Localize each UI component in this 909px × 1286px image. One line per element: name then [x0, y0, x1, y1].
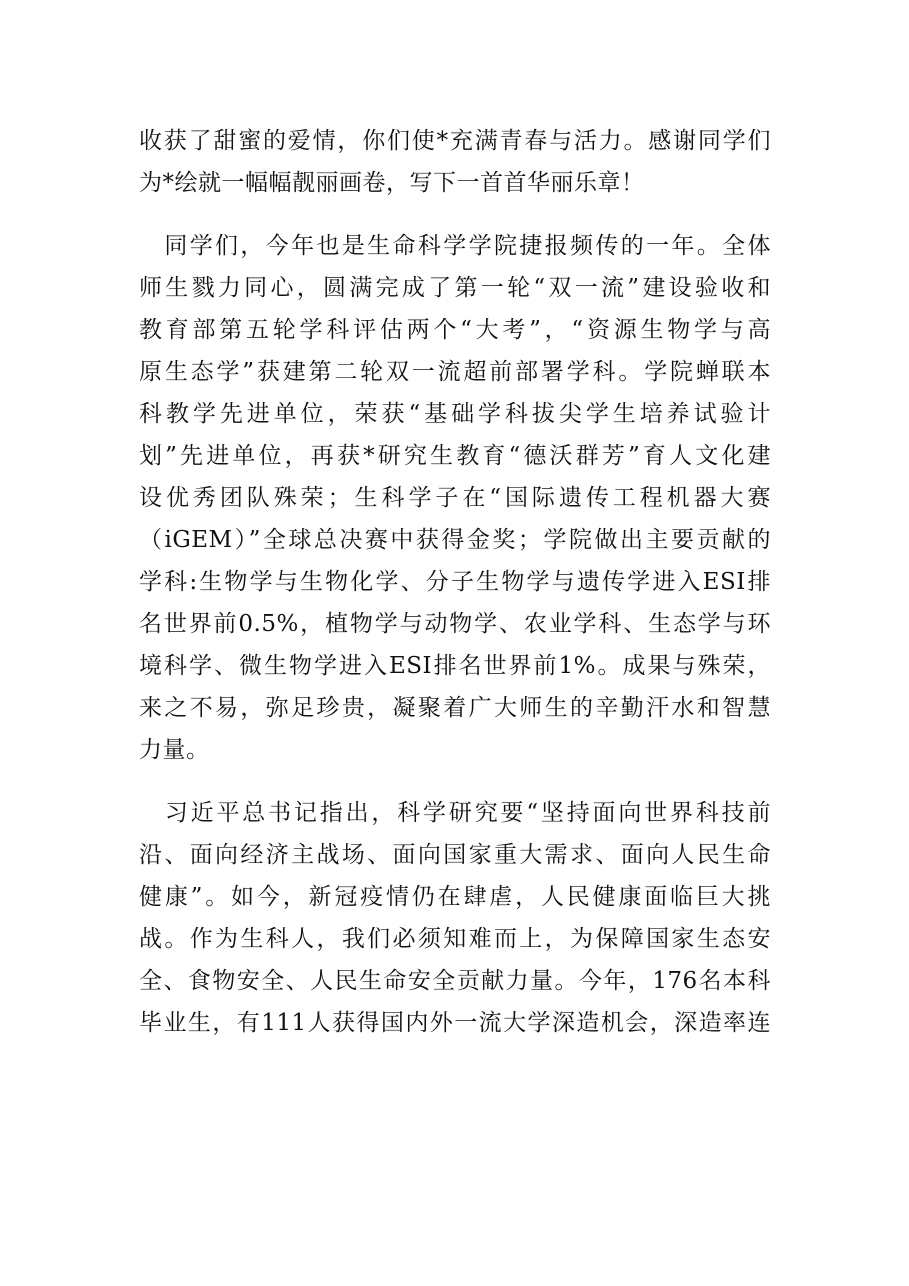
- text-line: 健康”。如今，新冠疫情仍在肆虐，人民健康面临巨大挑: [139, 884, 771, 910]
- text-line: 来之不易，弥足珍贵，凝聚着广大师生的辛勤汗水和智慧: [139, 695, 771, 721]
- text-line: 毕业生，有111人获得国内外一流大学深造机会，深造率连: [139, 1010, 771, 1036]
- paragraph-2: [139, 225, 771, 771]
- text-line: 名世界前0.5%，植物学与动物学、农业学科、生态学与环: [139, 611, 771, 637]
- text-line: （iGEM）”全球总决赛中获得金奖；学院做出主要贡献的: [139, 527, 771, 553]
- text-line: 划”先进单位，再获*研究生教育“德沃群芳”育人文化建: [139, 443, 771, 469]
- text-line: 为*绘就一幅幅靓丽画卷，写下一首首华丽乐章！: [139, 170, 645, 196]
- text-line: 境科学、微生物学进入ESI排名世界前1%。成果与殊荣，: [139, 653, 771, 679]
- text-line: 力量。: [139, 737, 210, 763]
- text-line: 科教学先进单位，荣获“基础学科拔尖学生培养试验计: [139, 401, 771, 427]
- text-line: 习近平总书记指出，科学研究要“坚持面向世界科技前: [139, 800, 771, 826]
- text-line: 设优秀团队殊荣；生科学子在“国际遗传工程机器大赛: [139, 485, 771, 511]
- paragraph-1: [139, 120, 771, 204]
- text-line: 原生态学”获建第二轮双一流超前部署学科。学院蝉联本: [139, 359, 771, 385]
- text-line: 全、食物安全、人民生命安全贡献力量。今年，176名本科: [139, 968, 771, 994]
- text-line: 师生戮力同心，圆满完成了第一轮“双一流”建设验收和: [139, 275, 771, 301]
- text-line: 战。作为生科人，我们必须知难而上，为保障国家生态安: [139, 926, 771, 952]
- text-line: 学科:生物学与生物化学、分子生物学与遗传学进入ESI排: [139, 569, 771, 595]
- text-line: 沿、面向经济主战场、面向国家重大需求、面向人民生命: [139, 842, 771, 868]
- text-line: 收获了甜蜜的爱情，你们使*充满青春与活力。感谢同学们: [139, 128, 771, 154]
- text-line: 教育部第五轮学科评估两个“大考”，“资源生物学与高: [139, 317, 771, 343]
- document-body: [139, 120, 771, 1044]
- text-line: 同学们，今年也是生命科学学院捷报频传的一年。全体: [139, 233, 771, 259]
- paragraph-3: [139, 792, 771, 1044]
